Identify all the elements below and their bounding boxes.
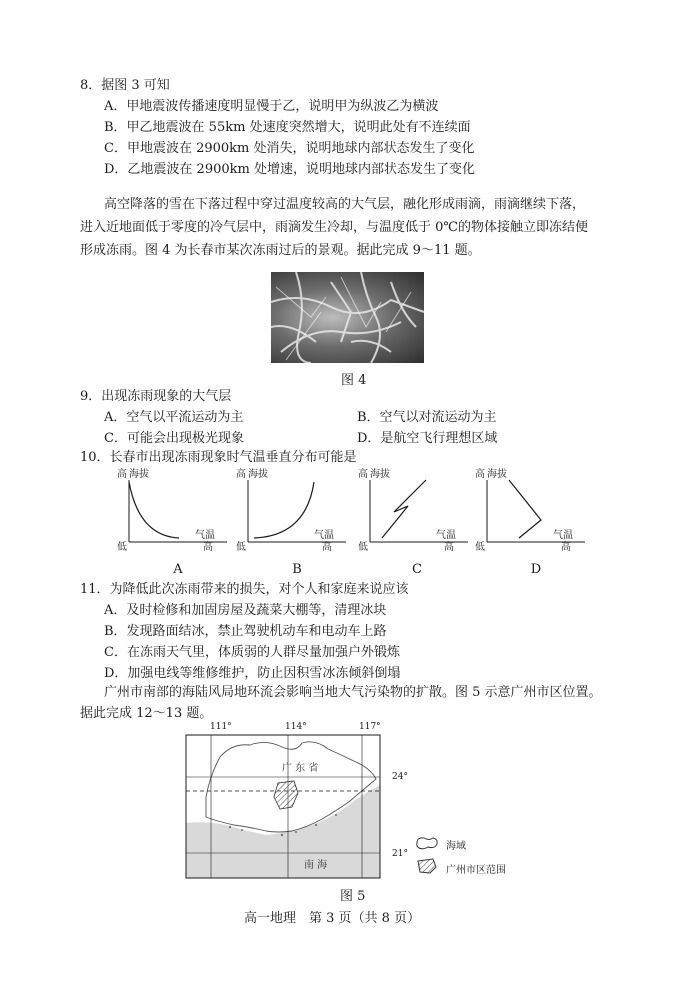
passage-1-line-3: 形成冻雨。图 4 为长春市某次冻雨过后的景观。据此完成 9～11 题。 [80,243,481,258]
question-8-stem: 8．据图 3 可知 [80,78,170,93]
temperature-profile-graph-d [475,466,595,552]
longitude-label-117: 117° [359,722,381,732]
graph-c-low: 低 [358,542,368,553]
question-8-option-c: C．甲地震波在 2900km 处消失，说明地球内部状态发生了变化 [104,141,475,156]
legend-city-label: 广州市区范围 [446,865,506,876]
graph-a-high-x: 高 [203,542,213,553]
graph-option-label-a: A [173,562,183,577]
graph-b-high-x: 高 [322,542,332,553]
graph-c-temperature-label: 气温 [436,530,456,541]
question-9-stem: 9．出现冻雨现象的大气层 [80,389,232,404]
graph-c-high-y: 高 [358,469,368,480]
question-11-option-c: C．在冻雨天气里，体质弱的人群尽量加强户外锻炼 [104,645,400,660]
graph-b-temperature-label: 气温 [314,530,334,541]
figure-5-caption: 图 5 [340,889,366,904]
latitude-label-21: 21° [392,849,408,859]
graph-d-altitude-label: 海拔 [487,469,507,480]
question-9-option-b: B．空气以对流运动为主 [357,410,497,425]
legend-sea-swatch [415,835,439,851]
sea-label: 南 海 [304,860,328,871]
freezing-rain-photo [271,272,424,363]
graph-a-altitude-label: 海拔 [129,469,149,480]
question-9-option-a: A．空气以平流运动为主 [104,410,244,425]
guangzhou-urban-area [274,781,298,809]
graph-option-label-b: B [292,562,302,577]
temperature-profile-graph-b [236,466,356,552]
graph-a-temperature-label: 气温 [195,530,215,541]
graph-d-line [509,480,541,538]
passage-2-line-1: 广州市南部的海陆风局地环流会影响当地大气污染物的扩散。图 5 示意广州市区位置。 [104,685,602,700]
passage-1-line-1: 高空降落的雪在下落过程中穿过温度较高的大气层，融化形成雨滴，雨滴继续下落， [104,197,586,212]
latitude-label-24: 24° [392,772,408,782]
longitude-label-114: 114° [285,722,307,732]
passage-1-line-2: 进入近地面低于零度的冷气层中，雨滴发生冷却，与温度低于 0℃的物体接触立即冻结便 [80,220,588,235]
graph-c-line [382,480,426,538]
question-8-option-b: B．甲乙地震波在 55km 处速度突然增大，说明此处有不连续面 [104,120,471,135]
graph-d-high-y: 高 [475,469,485,480]
question-11-stem: 11．为降低此次冻雨带来的损失，对个人和家庭来说应该 [80,582,409,597]
question-11-option-a: A．及时检修和加固房屋及蔬菜大棚等，清理冰块 [104,603,387,618]
graph-b-altitude-label: 海拔 [248,469,268,480]
question-8-option-d: D．乙地震波在 2900km 处增速，说明地球内部状态发生了变化 [104,162,475,177]
graph-b-high-y: 高 [236,469,246,480]
graph-c-high-x: 高 [444,542,454,553]
legend-city-swatch [415,857,439,875]
question-11-option-d: D．加强电线等维修维护，防止因积雪冰冻倾斜倒塌 [104,666,401,681]
graph-b-curve [254,482,314,538]
graph-option-label-d: D [530,562,542,577]
guangzhou-location-map [186,735,380,878]
page-footer: 高一地理 第 3 页（共 8 页） [244,911,421,926]
graph-d-temperature-label: 气温 [553,530,573,541]
graph-d-low: 低 [475,542,485,553]
figure-4-caption: 图 4 [341,373,367,388]
longitude-label-111: 111° [210,722,232,732]
question-10-stem: 10．长春市出现冻雨现象时气温垂直分布可能是 [80,450,357,465]
temperature-profile-graph-c [358,466,478,552]
legend-sea-label: 海域 [446,841,466,852]
graph-a-high-y: 高 [117,469,127,480]
graph-option-label-c: C [412,562,422,577]
question-11-option-b: B．发现路面结冰，禁止驾驶机动车和电动车上路 [104,624,387,639]
graph-b-low: 低 [236,542,246,553]
graph-a-curve [129,482,179,538]
question-8-option-a: A．甲地震波传播速度明显慢于乙，说明甲为纵波乙为横波 [104,99,439,114]
graph-a-low: 低 [117,542,127,553]
passage-2-line-2: 据此完成 12～13 题。 [80,706,213,721]
graph-d-high-x: 高 [561,542,571,553]
province-label: 广 东 省 [282,763,319,774]
graph-c-altitude-label: 海拔 [370,469,390,480]
question-9-option-c: C．可能会出现极光现象 [104,431,244,446]
temperature-profile-graph-a [117,466,237,552]
question-9-option-d: D．是航空飞行理想区域 [357,431,498,446]
